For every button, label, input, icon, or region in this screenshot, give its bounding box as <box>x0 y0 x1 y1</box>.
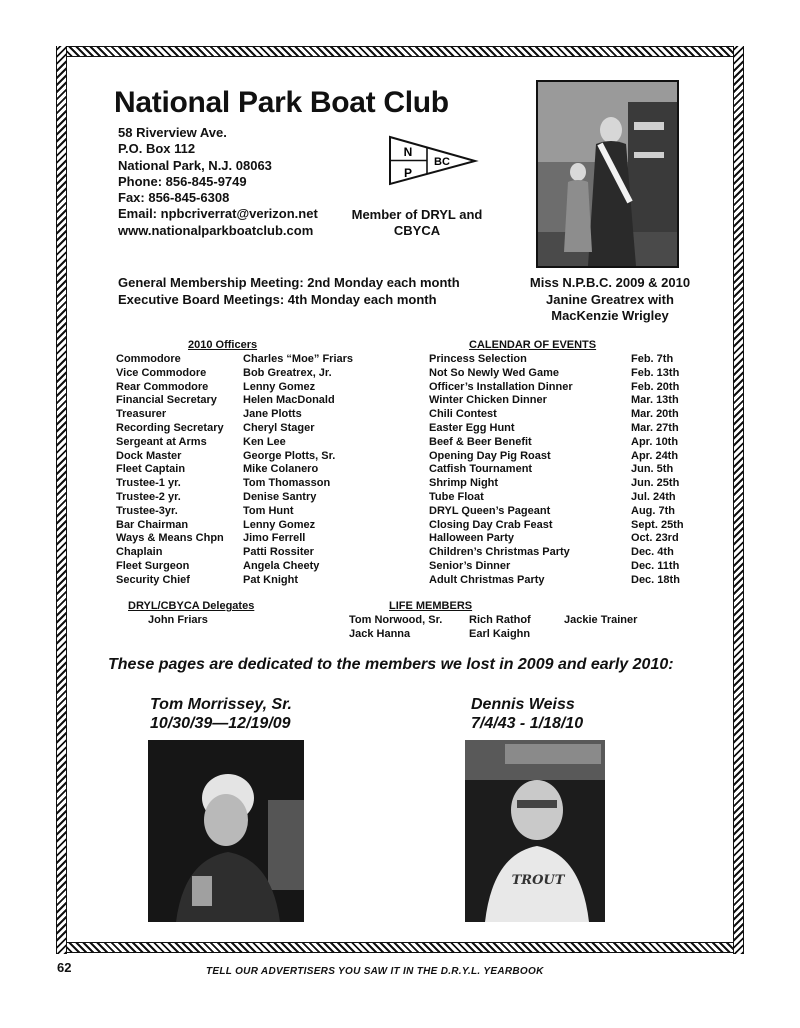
delegate-name: John Friars <box>148 614 208 626</box>
officer-name: Tom Hunt <box>243 504 294 517</box>
event-event: Princess Selection <box>429 353 527 365</box>
life-member-name: Tom Norwood, Sr. <box>349 614 443 626</box>
event-event: Adult Christmas Party <box>429 573 545 586</box>
officer-name: Tom Thomasson <box>243 477 331 490</box>
officer-title: Commodore <box>116 353 181 365</box>
event-date: Dec. 18th <box>631 573 680 586</box>
life-member-name: Jackie Trainer <box>564 614 638 626</box>
pennant-letters-bc: BC <box>434 156 450 168</box>
memorial-1-photo-art <box>148 740 304 922</box>
officer-title: Fleet Surgeon <box>116 560 190 572</box>
footer-tagline: TELL OUR ADVERTISERS YOU SAW IT IN THE D.R.Y.L. YEARBOOK <box>206 966 544 977</box>
memorial-2-shirt-text: TROUT <box>511 873 565 888</box>
event-event: Children’s Christmas Party <box>429 546 570 559</box>
officer-name: Charles “Moe” Friars <box>243 353 354 365</box>
event-event: Not So Newly Wed Game <box>429 366 559 379</box>
officer-name: Lenny Gomez <box>243 380 316 393</box>
event-event: Shrimp Night <box>429 477 499 490</box>
event-date: Aug. 7th <box>631 504 675 517</box>
memorial-1-text <box>150 695 292 733</box>
miss-npbc-photo <box>536 80 679 268</box>
event-date: Feb. 7th <box>631 353 674 365</box>
officer-name: Jimo Ferrell <box>243 532 306 545</box>
meeting-schedule <box>118 275 460 308</box>
contact-block <box>118 125 318 239</box>
event-event: Winter Chicken Dinner <box>429 394 547 407</box>
memorial-1-dates: 10/30/39—12/19/09 <box>150 715 291 732</box>
officer-name: Mike Colanero <box>243 463 319 476</box>
memorial-2-text <box>471 695 583 733</box>
memorial-2-photo <box>465 740 605 922</box>
event-event: Tube Float <box>429 491 484 503</box>
border-top <box>56 46 744 57</box>
officer-title: Dock Master <box>116 449 182 462</box>
calendar-heading: CALENDAR OF EVENTS <box>469 339 597 351</box>
life-member-name: Earl Kaighn <box>469 628 531 640</box>
delegates-heading: DRYL/CBYCA Delegates <box>128 600 255 612</box>
officer-name: Jane Plotts <box>243 408 302 421</box>
officer-title: Vice Commodore <box>116 366 207 379</box>
member-affiliation: Member of DRYL and CBYCA <box>351 207 483 239</box>
event-date: Mar. 27th <box>631 422 679 434</box>
general-meeting: General Membership Meeting: 2nd Monday each month <box>118 275 460 290</box>
life-member-name: Rich Rathof <box>469 614 531 626</box>
officer-name: Angela Cheety <box>243 560 320 572</box>
address-line: P.O. Box 112 <box>118 141 196 157</box>
officer-name: Denise Santry <box>243 491 317 503</box>
event-date: Mar. 20th <box>631 408 679 421</box>
event-date: Apr. 10th <box>631 435 679 448</box>
officer-title: Sergeant at Arms <box>116 435 207 448</box>
event-event: Beef & Beer Benefit <box>429 435 532 448</box>
border-left <box>56 46 67 954</box>
officer-title: Treasurer <box>116 408 167 421</box>
page-number: 62 <box>57 960 72 975</box>
event-event: Senior’s Dinner <box>429 560 511 572</box>
event-date: Jun. 25th <box>631 477 680 490</box>
event-date: Oct. 23rd <box>631 532 679 545</box>
dedication-text: These pages are dedicated to the members we lost in 2009 and early 2010: <box>108 656 674 673</box>
event-event: Opening Day Pig Roast <box>429 449 551 462</box>
officers-heading: 2010 Officers <box>188 339 258 351</box>
officer-name: George Plotts, Sr. <box>243 449 336 462</box>
miss-npbc-photo-art <box>538 82 677 266</box>
memorial-2-name: Dennis Weiss <box>471 696 575 713</box>
club-title: National Park Boat Club <box>114 86 449 119</box>
officer-name: Patti Rossiter <box>243 546 314 559</box>
event-event: Halloween Party <box>429 532 514 545</box>
event-event: Easter Egg Hunt <box>429 422 515 434</box>
officer-title: Recording Secretary <box>116 422 224 434</box>
event-date: Dec. 11th <box>631 560 680 572</box>
board-meeting: Executive Board Meetings: 4th Monday each month <box>118 291 437 307</box>
officer-title: Trustee-2 yr. <box>116 491 181 503</box>
event-event: DRYL Queen’s Pageant <box>429 504 551 517</box>
event-date: Feb. 20th <box>631 380 680 393</box>
officer-name: Pat Knight <box>243 573 298 586</box>
pennant-letter-n: N <box>403 145 413 159</box>
officer-title: Trustee-1 yr. <box>116 477 181 490</box>
miss-npbc-caption: Miss N.P.B.C. 2009 & 2010 Janine Greatrex with MacKenzie Wrigley <box>529 275 691 323</box>
address-line: National Park, N.J. 08063 <box>118 157 272 173</box>
pennant-letter-p: P <box>403 166 413 180</box>
event-date: Mar. 13th <box>631 394 679 407</box>
officer-title: Rear Commodore <box>116 380 209 393</box>
officer-name: Cheryl Stager <box>243 422 315 434</box>
officer-name: Bob Greatrex, Jr. <box>243 366 332 379</box>
event-date: Jul. 24th <box>631 491 676 503</box>
fax-line: Fax: 856-845-6308 <box>118 190 230 206</box>
event-date: Dec. 4th <box>631 546 674 559</box>
officer-title: Bar Chairman <box>116 518 189 531</box>
border-bottom <box>56 942 744 953</box>
memorial-2-dates: 7/4/43 - 1/18/10 <box>471 715 584 732</box>
life-members-heading: LIFE MEMBERS <box>389 600 473 612</box>
memorial-2-photo-art <box>465 740 605 922</box>
email-line: Email: npbcriverrat@verizon.net <box>118 206 318 222</box>
phone-line: Phone: 856-845-9749 <box>118 173 247 189</box>
officer-title: Fleet Captain <box>116 463 186 476</box>
officer-title: Financial Secretary <box>116 394 217 407</box>
event-event: Catfish Tournament <box>429 463 533 476</box>
officer-title: Chaplain <box>116 546 163 559</box>
officer-name: Lenny Gomez <box>243 518 316 531</box>
officer-name: Helen MacDonald <box>243 394 335 407</box>
event-event: Closing Day Crab Feast <box>429 518 553 531</box>
officer-name: Ken Lee <box>243 435 286 448</box>
club-pennant-icon <box>387 134 479 186</box>
life-member-name: Jack Hanna <box>349 628 411 640</box>
memorial-1-photo <box>148 740 304 922</box>
border-right <box>733 46 744 954</box>
officer-title: Security Chief <box>116 573 190 586</box>
event-event: Chili Contest <box>429 408 497 421</box>
address-line: 58 Riverview Ave. <box>118 125 227 140</box>
event-date: Apr. 24th <box>631 449 679 462</box>
event-date: Sept. 25th <box>631 518 684 531</box>
event-date: Feb. 13th <box>631 366 680 379</box>
officer-title: Trustee-3yr. <box>116 504 178 517</box>
website-line: www.nationalparkboatclub.com <box>118 222 314 238</box>
memorial-1-name: Tom Morrissey, Sr. <box>150 696 292 713</box>
officer-title: Ways & Means Chpn <box>116 532 224 545</box>
event-event: Officer’s Installation Dinner <box>429 380 573 393</box>
event-date: Jun. 5th <box>631 463 674 476</box>
